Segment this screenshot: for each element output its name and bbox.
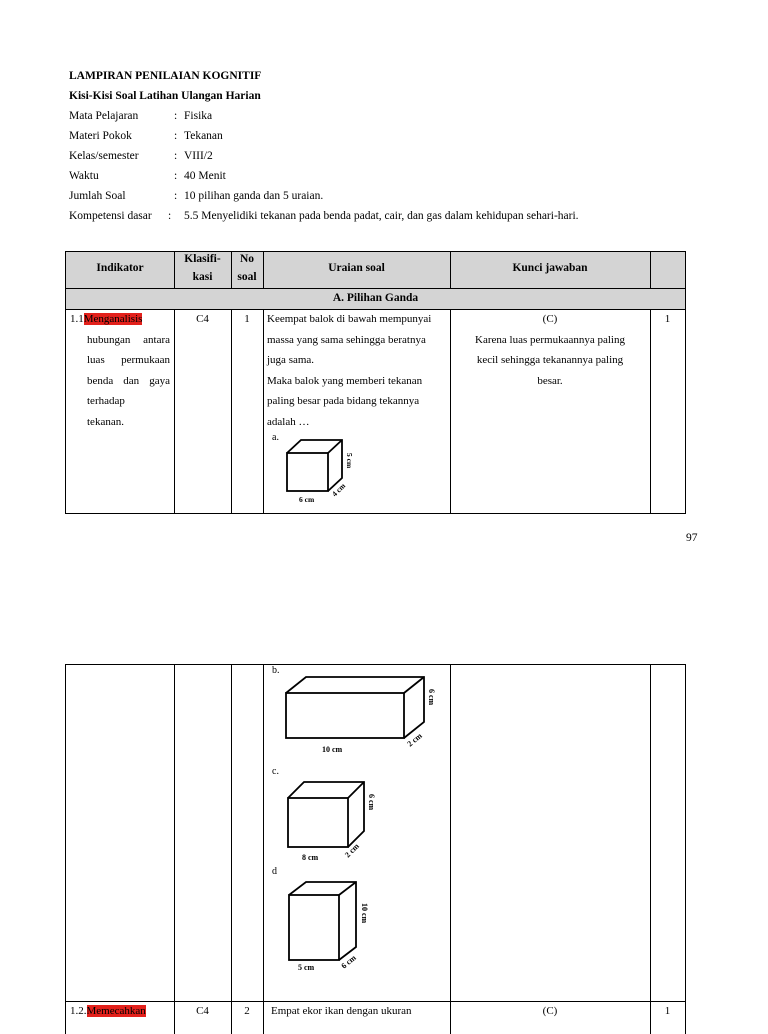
kisi-table-part1 [65,251,686,514]
col-line [231,309,232,513]
field-label: Jumlah Soal [69,190,126,202]
box-c-height-label: 6 cm [367,794,376,811]
col-line [263,309,264,513]
field-label: Waktu [69,170,99,182]
row1-klasifikasi: C4 [196,313,209,325]
field-value: 5.5 Menyelidiki tekanan pada benda padat, cair, dan gas dalam kehidupan sehari-hari. [184,210,579,222]
row1-kunci: (C) Karena luas permukaannya paling kecil sehingga tekanannya paling besar. [475,313,625,387]
doc-title: LAMPIRAN PENILAIAN KOGNITIF [69,70,262,82]
page-number: 97 [686,532,698,544]
option-a-label: a. [272,432,279,443]
col-header-no-soal: No soal [237,253,257,283]
col-line [263,665,264,1034]
indikator-verb-highlight: Memecahkan [86,1005,146,1017]
option-b-label: b. [272,665,280,676]
section-title: A. Pilihan Ganda [332,292,419,304]
box-d-depth [289,882,356,960]
box-d-figure [278,877,388,973]
field-sep: : [168,210,172,222]
option-c-label: c. [272,766,279,777]
field-sep: : [174,170,178,182]
row1-no: 1 [244,313,250,325]
box-a-width-label: 6 cm [299,495,315,504]
row1-skor: 1 [664,313,671,325]
col-header-kunci: Kunci jawaban [512,262,588,274]
col-header-klasifikasi: Klasifi- kasi [184,253,221,283]
box-b-edge [404,677,424,693]
box-b-figure [276,673,436,757]
box-a-edge [328,440,342,453]
col-line [174,665,175,1034]
box-c-front [288,798,348,847]
box-a-height-label: 5 cm [345,453,354,469]
box-d-width-label: 5 cm [298,963,315,972]
doc-subtitle: Kisi-Kisi Soal Latihan Ulangan Harian [69,90,261,102]
field-value: 10 pilihan ganda dan 5 uraian. [184,190,324,202]
option-d-label: d [272,866,277,877]
row1-uraian: Keempat balok di bawah mempunyai massa yang sama sehingga beratnya juga sama. Maka balok yang memberi tekanan paling besar pada bidang tekannya adalah … [267,313,432,428]
field-value: Fisika [184,110,213,122]
box-b-width-label: 10 cm [322,745,343,754]
field-label: Kompetensi dasar [69,210,152,222]
row2-klasifikasi: C4 [196,1005,209,1017]
kisi-table-part2 [65,664,686,1034]
box-c-edge [348,782,364,798]
row2-skor: 1 [664,1005,671,1017]
field-sep: : [174,150,178,162]
box-c-depth [288,782,364,847]
col-line [650,252,651,288]
field-sep: : [174,110,178,122]
field-label: Mata Pelajaran [69,110,139,122]
field-sep: : [174,130,178,142]
box-d-edge [339,882,356,895]
field-sep: : [174,190,178,202]
box-c-figure [278,778,388,864]
row1-indikator: 1.1Menganalisis hubungan antara luas permukaan benda dan gaya terhadap tekanan. [70,313,170,428]
box-a-depth-label: 4 cm [330,481,348,499]
box-c-width-label: 8 cm [302,853,319,862]
col-header-indikator: Indikator [96,262,144,274]
box-a-front [287,453,328,491]
col-line [231,665,232,1034]
col-line [450,665,451,1034]
col-header-uraian: Uraian soal [328,262,385,274]
box-c-depth-label: 2 cm [343,841,361,860]
box-a-figure [271,435,376,510]
field-value: 40 Menit [184,170,226,182]
box-b-depth-label: 2 cm [405,731,424,749]
field-value: Tekanan [184,130,223,142]
col-line [174,309,175,513]
col-line [650,665,651,1034]
box-b-height-label: 6 cm [427,689,436,706]
box-d-depth-label: 6 cm [339,953,358,971]
field-value: VIII/2 [184,150,213,162]
indikator-verb-highlight: Menganalisis [83,313,143,325]
row2-uraian: Empat ekor ikan dengan ukuran [271,1005,412,1017]
col-line [650,309,651,513]
field-label: Materi Pokok [69,130,132,142]
box-d-height-label: 10 cm [360,903,369,924]
box-b-front [286,693,404,738]
row2-kunci: (C) [542,1005,558,1017]
row2-no: 2 [244,1005,250,1017]
field-label: Kelas/semester [69,150,139,162]
box-d-front [289,895,339,960]
row2-indikator: 1.2.Memecahkan [70,1005,146,1017]
row-divider [66,1001,685,1002]
